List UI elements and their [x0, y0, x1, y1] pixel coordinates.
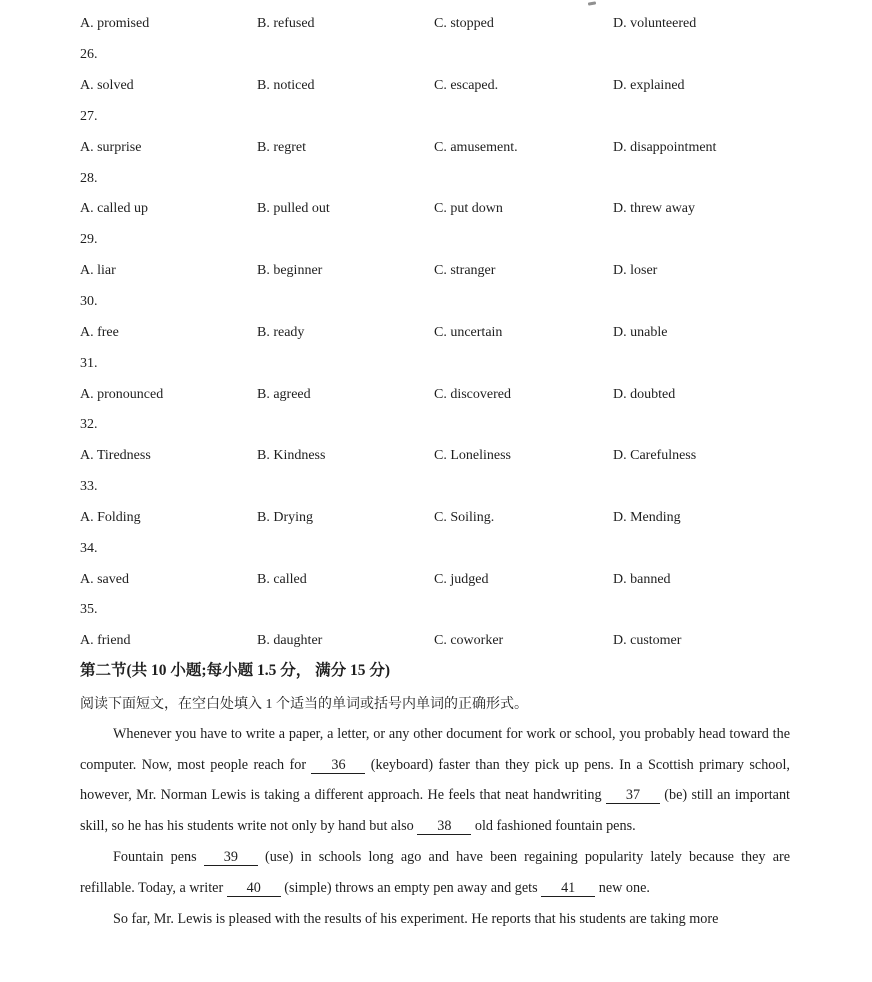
option-b: B. ready — [257, 324, 305, 340]
option-b: B. Kindness — [257, 448, 326, 464]
option-c: C. coworker — [434, 633, 504, 649]
option-b: B. agreed — [257, 386, 311, 402]
option-a: A. solved — [80, 78, 134, 94]
option-c: C. uncertain — [434, 324, 503, 340]
option-b: B. called — [257, 571, 307, 587]
section-two-heading: 第二节(共 10 小题;每小题 1.5 分， 满分 15 分) — [80, 661, 390, 679]
option-c: C. stopped — [434, 16, 494, 32]
option-d: D. banned — [613, 571, 671, 587]
option-d: D. explained — [613, 78, 685, 94]
option-a: A. Folding — [80, 509, 141, 525]
question-number-row — [0, 533, 872, 564]
options-row — [0, 317, 872, 348]
question-number-row — [0, 163, 872, 194]
cloze-passage — [80, 719, 790, 935]
question-number-row — [0, 225, 872, 256]
option-d: D. doubted — [613, 386, 676, 402]
question-number-row — [0, 348, 872, 379]
option-c: C. Loneliness — [434, 448, 511, 464]
option-d: D. customer — [613, 633, 682, 649]
option-b: B. daughter — [257, 633, 323, 649]
option-a: A. promised — [80, 16, 150, 32]
option-a: A. friend — [80, 633, 131, 649]
options-row — [0, 9, 872, 40]
options-row — [0, 132, 872, 163]
option-a: A. pronounced — [80, 386, 164, 402]
option-d: D. threw away — [613, 201, 696, 217]
option-d: D. unable — [613, 324, 668, 340]
blank-36: 36 — [311, 758, 365, 774]
option-a: A. liar — [80, 263, 116, 279]
options-row — [0, 71, 872, 102]
question-number: 27. — [80, 108, 98, 124]
option-d: D. disappointment — [613, 139, 717, 155]
options-row — [0, 503, 872, 534]
option-c: C. escaped. — [434, 78, 499, 94]
blank-39: 39 — [204, 850, 258, 866]
option-b: B. Drying — [257, 509, 313, 525]
option-b: B. pulled out — [257, 201, 330, 217]
question-number: 32. — [80, 417, 98, 433]
option-b: B. regret — [257, 139, 306, 155]
blank-37: 37 — [606, 788, 660, 804]
option-b: B. noticed — [257, 78, 315, 94]
question-number: 31. — [80, 355, 98, 371]
option-b: B. refused — [257, 16, 315, 32]
option-c: C. put down — [434, 201, 503, 217]
section-two-instruction: 阅读下面短文，在空白处填入 1 个适当的单词或括号内单词的正确形式。 — [80, 696, 528, 712]
question-number: 34. — [80, 540, 98, 556]
blank-41: 41 — [541, 881, 595, 897]
options-row — [0, 564, 872, 595]
question-number-row — [0, 287, 872, 318]
option-b: B. beginner — [257, 263, 323, 279]
option-a: A. Tiredness — [80, 448, 151, 464]
option-a: A. saved — [80, 571, 129, 587]
option-c: C. amusement. — [434, 139, 518, 155]
question-number-row — [0, 595, 872, 626]
option-c: C. stranger — [434, 263, 496, 279]
options-row — [0, 626, 872, 657]
option-c: C. Soiling. — [434, 509, 495, 525]
question-number-row — [0, 472, 872, 503]
option-a: A. free — [80, 324, 119, 340]
question-number: 28. — [80, 170, 98, 186]
option-a: A. called up — [80, 201, 149, 217]
passage-paragraph: So far, Mr. Lewis is pleased with the results of his experiment. He reports that his students are taking more — [113, 910, 719, 927]
passage-paragraph: Whenever you have to write a paper, a letter, or any other document for work or school, you probably head toward the computer. Now, most people reach for 36 (keyboard) faster than they pick up pens. In a Scottish primary school, however, Mr. Norman Lewis is taking a different approach. He feels that neat handwriting 37 (be) still an important skill, so he has his students write not only by hand but also 38 old fashioned fountain pens. — [80, 725, 790, 835]
option-c: C. judged — [434, 571, 489, 587]
question-number-row — [0, 102, 872, 133]
options-row — [0, 256, 872, 287]
option-a: A. surprise — [80, 139, 142, 155]
question-number-row — [0, 40, 872, 71]
options-row — [0, 379, 872, 410]
option-d: D. Mending — [613, 509, 681, 525]
options-row — [0, 194, 872, 225]
question-number: 35. — [80, 602, 98, 618]
question-number: 26. — [80, 47, 98, 63]
blank-40: 40 — [227, 881, 281, 897]
option-d: D. loser — [613, 263, 658, 279]
option-d: D. Carefulness — [613, 448, 697, 464]
option-d: D. volunteered — [613, 16, 697, 32]
blank-38: 38 — [417, 819, 471, 835]
passage-paragraph: Fountain pens 39 (use) in schools long ago and have been regaining popularity lately because they are refillable. Today, a writer 40 (simple) throws an empty pen away and gets 41 new one. — [80, 848, 791, 896]
option-c: C. discovered — [434, 386, 511, 402]
question-number: 29. — [80, 232, 98, 248]
question-number: 33. — [80, 479, 98, 495]
question-number: 30. — [80, 294, 98, 310]
options-row — [0, 441, 872, 472]
question-number-row — [0, 410, 872, 441]
